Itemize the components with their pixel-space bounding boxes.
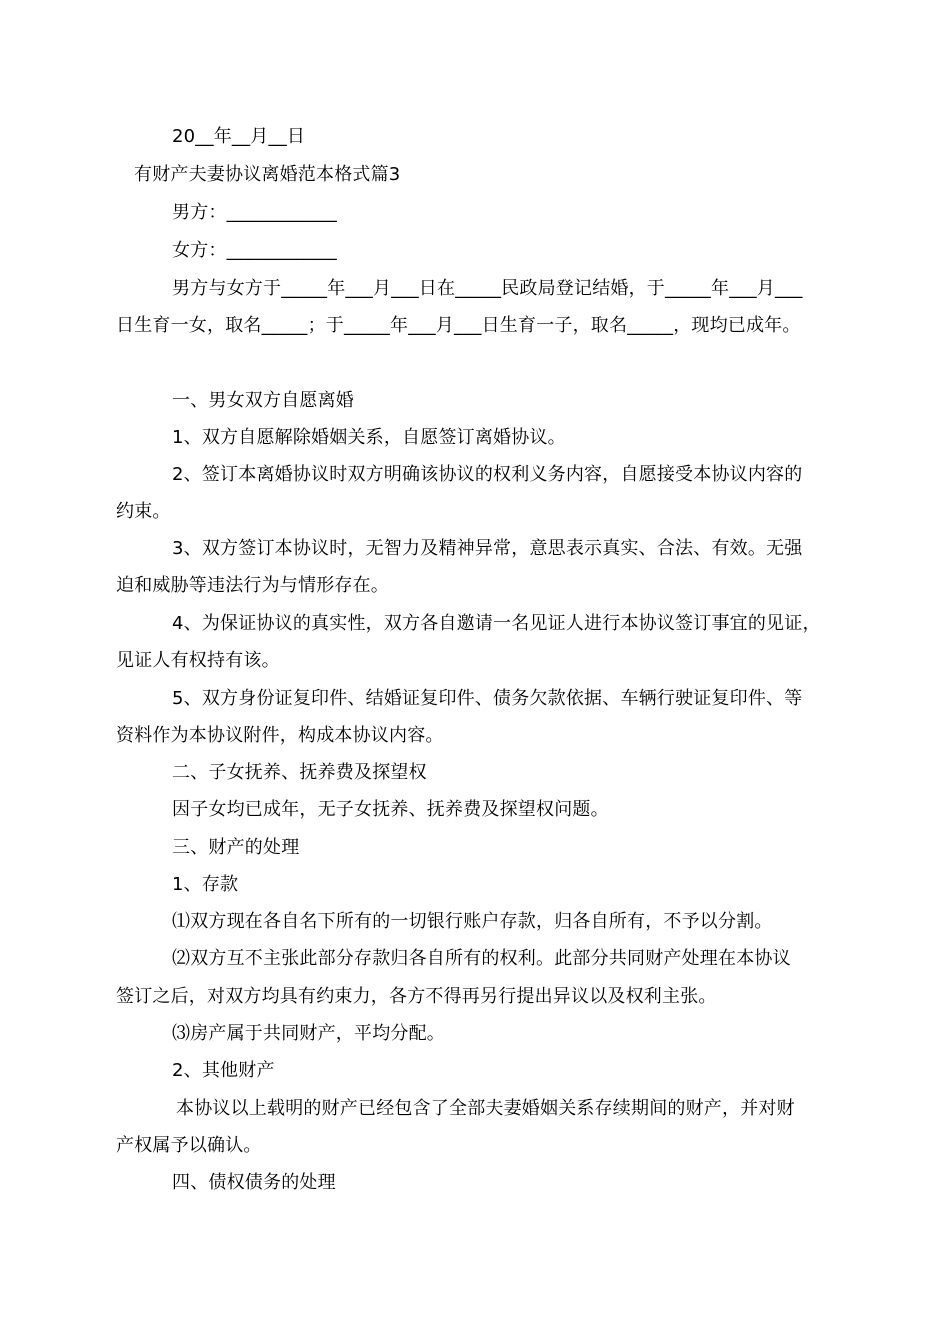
section-1-heading: 一、男女双方自愿离婚	[172, 390, 354, 411]
section-3-subheading-2: 2、其他财产	[172, 1060, 275, 1081]
female-party-line: 女方：____________	[172, 240, 337, 261]
section-1-item-1: 1、双方自愿解除婚姻关系，自愿签订离婚协议。	[172, 427, 566, 448]
section-3-heading: 三、财产的处理	[172, 837, 300, 858]
section-2-text: 因子女均已成年，无子女抚养、抚养费及探望权问题。	[172, 799, 609, 820]
male-party-line: 男方：____________	[172, 202, 337, 223]
section-3-paragraph-4-line-2: 产权属予以确认。	[116, 1135, 262, 1156]
intro-paragraph-line-1: 男方与女方于_____年___月___日在_____民政局登记结婚，于_____年___月___	[172, 278, 803, 299]
document-title: 有财产夫妻协议离婚范本格式篇3	[134, 164, 401, 185]
section-1-item-2-line-2: 约束。	[116, 501, 171, 522]
section-3-paragraph-2-line-2: 签订之后，对双方均具有约束力，各方不得再另行提出异议以及权利主张。	[116, 986, 717, 1007]
section-1-item-5-line-1: 5、双方身份证复印件、结婚证复印件、债务欠款依据、车辆行驶证复印件、等	[172, 688, 803, 709]
section-3-paragraph-3: ⑶房产属于共同财产，平均分配。	[172, 1023, 445, 1044]
section-1-item-2-line-1: 2、签订本离婚协议时双方明确该协议的权利义务内容，自愿接受本协议内容的	[172, 464, 803, 485]
section-1-item-4-line-2: 见证人有权持有该。	[116, 650, 280, 671]
section-1-item-3-line-1: 3、双方签订本协议时，无智力及精神异常，意思表示真实、合法、有效。无强	[172, 538, 803, 559]
section-3-paragraph-2-line-1: ⑵双方互不主张此部分存款归各自所有的权利。此部分共同财产处理在本协议	[172, 948, 791, 969]
section-1-item-4-line-1: 4、为保证协议的真实性，双方各自邀请一名见证人进行本协议签订事宜的见证，	[172, 613, 821, 634]
section-2-heading: 二、子女抚养、抚养费及探望权	[172, 762, 427, 783]
section-3-paragraph-1: ⑴双方现在各自名下所有的一切银行账户存款，归各自所有，不予以分割。	[172, 911, 773, 932]
section-4-heading: 四、债权债务的处理	[172, 1172, 336, 1193]
section-3-paragraph-4-line-1: 本协议以上载明的财产已经包含了全部夫妻婚姻关系存续期间的财产，并对财	[176, 1098, 795, 1119]
section-3-subheading-1: 1、存款	[172, 874, 239, 895]
date-line: 20__年__月__日	[172, 126, 306, 147]
intro-paragraph-line-2: 日生育一女，取名_____；于_____年___月___日生育一子，取名_____，现均已成年。	[116, 315, 801, 336]
section-1-item-3-line-2: 迫和威胁等违法行为与情形存在。	[116, 575, 389, 596]
section-1-item-5-line-2: 资料作为本协议附件，构成本协议内容。	[116, 725, 444, 746]
